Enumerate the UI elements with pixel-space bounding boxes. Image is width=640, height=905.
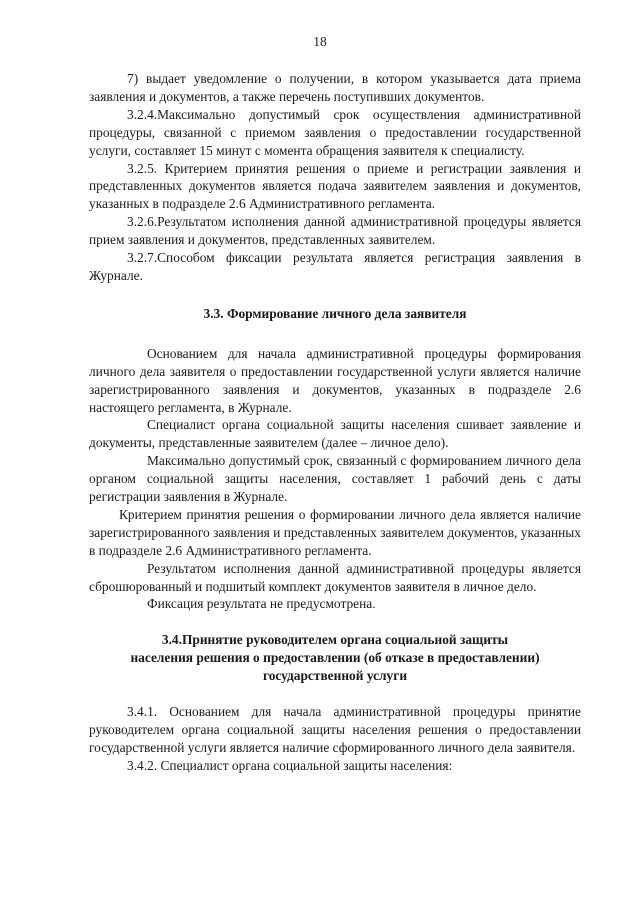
paragraph-3-4-1: 3.4.1. Основанием для начала административной процедуры принятие руководителем органа социальной защиты населения решения о предоставлении государственной услуги является наличие сформированного личного дела заявителя. <box>89 704 581 756</box>
page-number: 18 <box>313 34 327 49</box>
section-heading-3-4 <box>89 631 581 685</box>
paragraph-specialist-3-3: Специалист органа социальной защиты населения сшивает заявление и документы, представленные заявителем (далее – личное дело). <box>89 417 581 451</box>
paragraph-deadline-3-3: Максимально допустимый срок, связанный с формированием личного дела органом социальной защиты населения, составляет 1 рабочий день с даты регистрации заявления в Журнале. <box>89 453 581 505</box>
paragraph-basis-3-3: Основанием для начала административной процедуры формирования личного дела заявителя о предоставлении государственной услуги является наличие зарегистрированного заявления и документов, указанных в подразделе 2.6 настоящего регламента, в Журнале. <box>89 345 581 415</box>
paragraph-result-3-3: Результатом исполнения данной административной процедуры является сброшюрованный и подшитый комплект документов заявителя в личное дело. <box>89 560 581 594</box>
paragraph-3-2-7: 3.2.7.Способом фиксации результата является регистрация заявления в Журнале. <box>89 250 581 283</box>
paragraph-3-2-6: 3.2.6.Результатом исполнения данной административной процедуры является прием заявления и документов, представленных заявителем. <box>89 214 581 248</box>
paragraph-item-7: 7) выдает уведомление о получении, в котором указывается дата приема заявления и документов, а также перечень поступивших документов. <box>89 71 581 104</box>
document-body <box>89 70 581 775</box>
section-heading-3-4-line-1: 3.4.Принятие руководителем органа социальной защиты <box>161 632 509 648</box>
paragraph-3-2-4: 3.2.4.Максимально допустимый срок осуществления административной процедуры, связанной с приемом заявления о предоставлении государственной услуги, составляет 15 минут с момента обращения заявителя к специалисту. <box>89 106 581 158</box>
section-heading-3-3: 3.3. Формирование личного дела заявителя <box>203 305 467 321</box>
section-heading-3-4-line-2: населения решения о предоставлении (об отказе в предоставлении) <box>130 650 540 666</box>
paragraph-fixation-3-3: Фиксация результата не предусмотрена. <box>147 596 376 612</box>
paragraph-3-2-5: 3.2.5. Критерием принятия решения о приеме и регистрации заявления и представленных документов является подача заявителем заявления и документов, указанных в подразделе 2.6 Административного регламента. <box>89 160 581 212</box>
section-heading-3-4-line-3: государственной услуги <box>262 668 408 684</box>
paragraph-criterion-3-3: Критерием принятия решения о формировании личного дела является наличие зарегистрированного заявления и представленных заявителем документов, указанных в подразделе 2.6 Административного регламента. <box>89 506 581 558</box>
paragraph-3-4-2: 3.4.2. Специалист органа социальной защиты населения: <box>127 758 453 774</box>
